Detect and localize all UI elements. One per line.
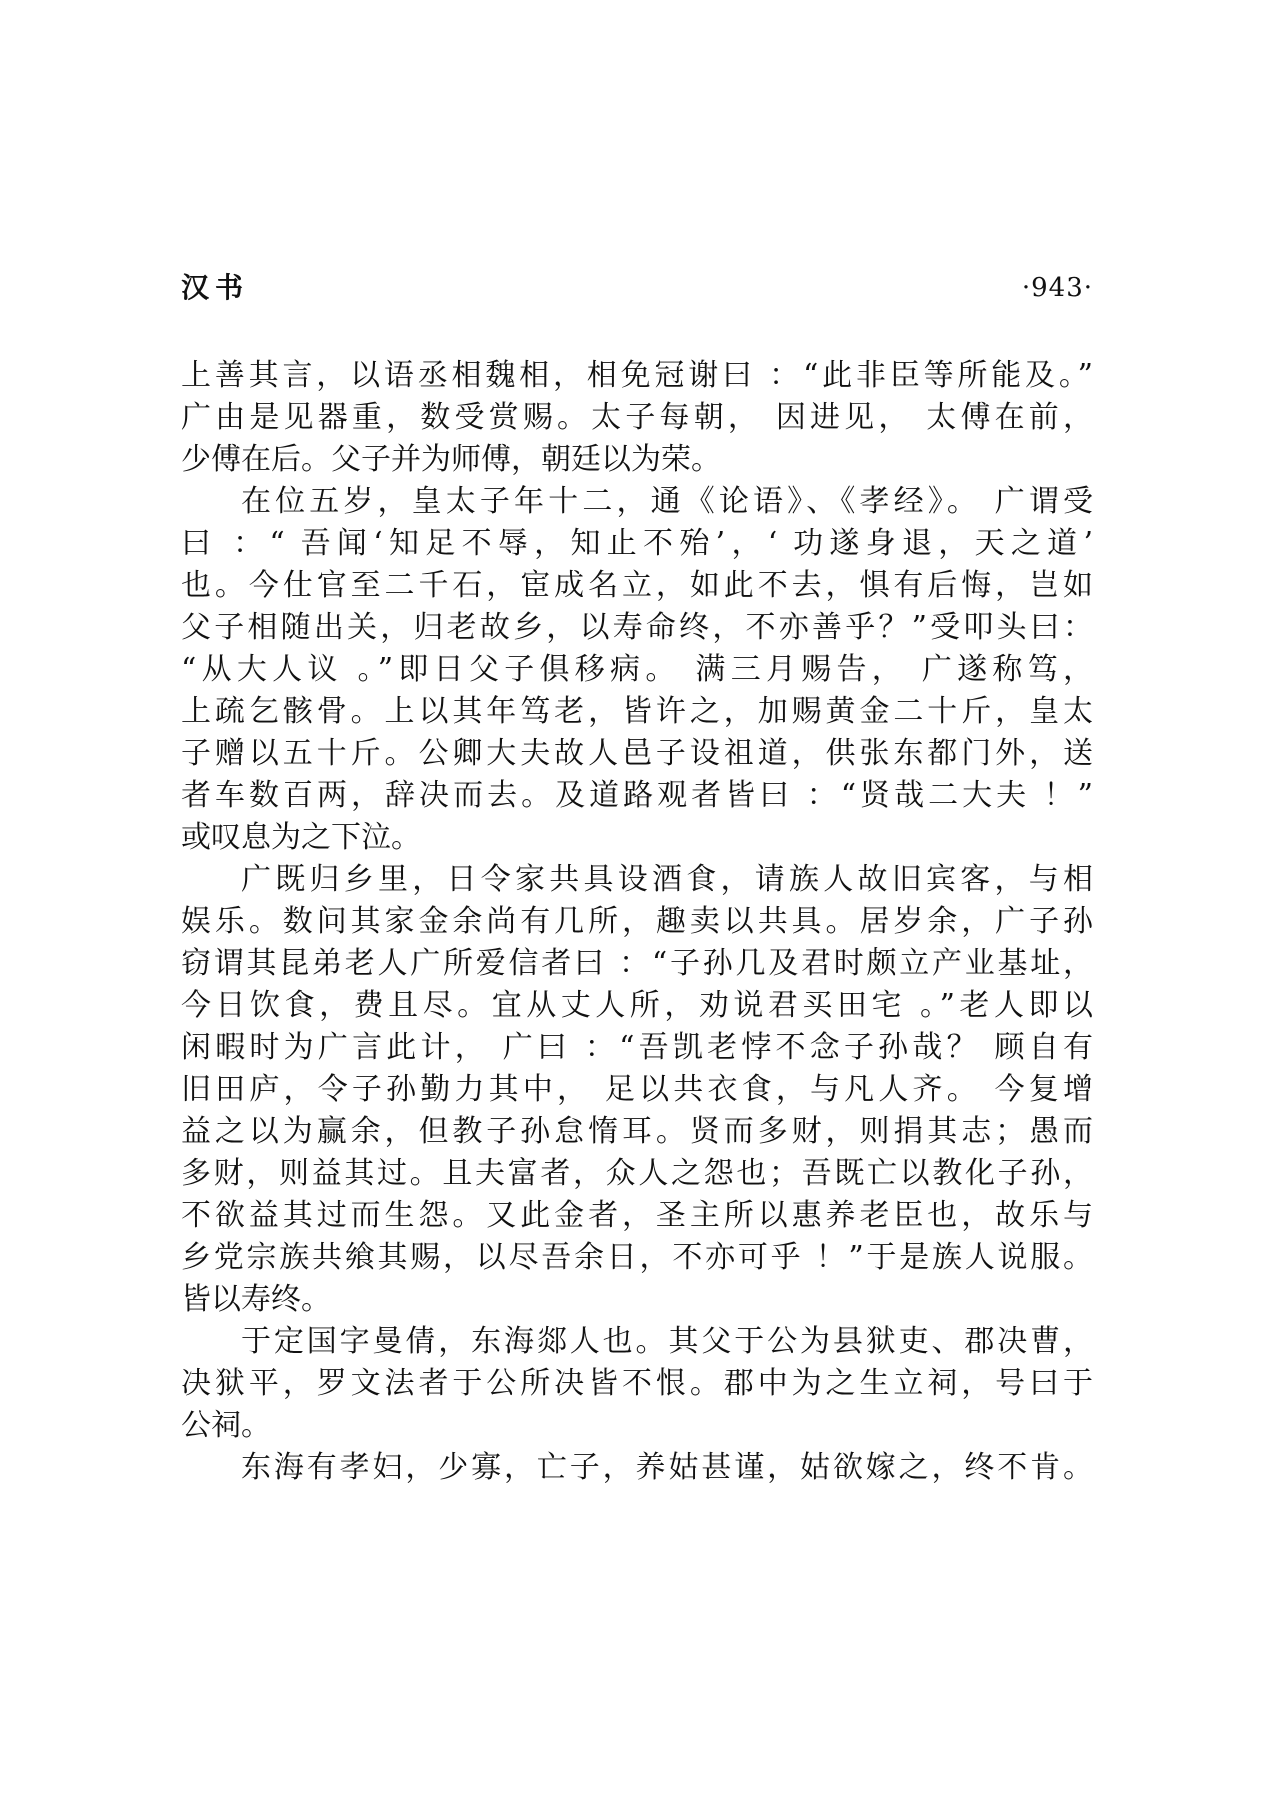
text-line: 不欲益其过而生怨。又此金者，圣主所以惠养老臣也，故乐与: [181, 1198, 1093, 1233]
text-line: 旧田庐，令子孙勤力其中， 足以共衣食，与凡人齐。 今复增: [181, 1072, 1093, 1107]
text-line: 今日饮食，费且尽。宜从丈人所，劝说君买田宅 。”老人即以: [181, 988, 1093, 1023]
running-head: [181, 268, 1093, 308]
text-line: 皆以寿终。: [181, 1282, 331, 1317]
text-line: 决狱平，罗文法者于公所决皆不恨。郡中为之生立祠，号曰于: [181, 1366, 1093, 1401]
text-line: 公祠。: [181, 1408, 271, 1443]
text-line: 曰 ：“ 吾闻‘知足不辱，知止不殆’，‘ 功遂身退，天之道’: [181, 526, 1093, 561]
text-line: 少傅在后。父子并为师傅，朝廷以为荣。: [181, 442, 721, 477]
text-line: 或叹息为之下泣。: [181, 820, 421, 855]
text-line: “从大人议 。”即日父子俱移病。 满三月赐告， 广遂称笃，: [181, 652, 1093, 687]
paragraph-first-line: 广既归乡里，日令家共具设酒食，请族人故旧宾客，与相: [241, 862, 1093, 897]
text-line: 乡党宗族共飨其赐，以尽吾余日，不亦可乎 ！”于是族人说服。: [181, 1240, 1093, 1275]
text-line: 上疏乞骸骨。上以其年笃老，皆许之，加赐黄金二十斤，皇太: [181, 694, 1093, 729]
text-line: 也。今仕官至二千石，宦成名立，如此不去，惧有后悔，岂如: [181, 568, 1093, 603]
text-line: 窃谓其昆弟老人广所爱信者曰 ：“子孙几及君时颇立产业基址，: [181, 946, 1093, 981]
text-line: 者车数百两，辞决而去。及道路观者皆曰 ：“贤哉二大夫 ！”: [181, 778, 1093, 813]
text-line: 益之以为赢余，但教子孙怠惰耳。贤而多财，则捐其志；愚而: [181, 1114, 1093, 1149]
paragraph-first-line: 在位五岁，皇太子年十二，通《论语》、《孝经》。 广谓受: [241, 484, 1093, 519]
paragraph-first-line: 于定国字曼倩，东海郯人也。其父于公为县狱吏、郡决曹，: [241, 1324, 1093, 1359]
page-number: ·943·: [1021, 273, 1093, 303]
text-line: 广由是见器重，数受赏赐。太子每朝， 因进见， 太傅在前，: [181, 400, 1093, 435]
text-line: 子赠以五十斤。公卿大夫故人邑子设祖道，供张东都门外，送: [181, 736, 1093, 771]
paragraph-first-line: 东海有孝妇，少寡，亡子，养姑甚谨，姑欲嫁之，终不肯。: [241, 1450, 1093, 1485]
book-title: 汉书: [181, 271, 250, 304]
text-line: 娱乐。数问其家金余尚有几所，趣卖以共具。居岁余，广子孙: [181, 904, 1093, 939]
text-line: 父子相随出关，归老故乡，以寿命终，不亦善乎？”受叩头曰：: [181, 610, 1093, 645]
text-line: 多财，则益其过。且夫富者，众人之怨也；吾既亡以教化子孙，: [181, 1156, 1093, 1191]
text-line: 上善其言，以语丞相魏相，相免冠谢曰 ：“此非臣等所能及。”: [181, 358, 1093, 393]
text-line: 闲暇时为广言此计， 广曰 ：“吾凯老悖不念子孙哉？ 顾自有: [181, 1030, 1093, 1065]
body-text: [181, 355, 1093, 1489]
